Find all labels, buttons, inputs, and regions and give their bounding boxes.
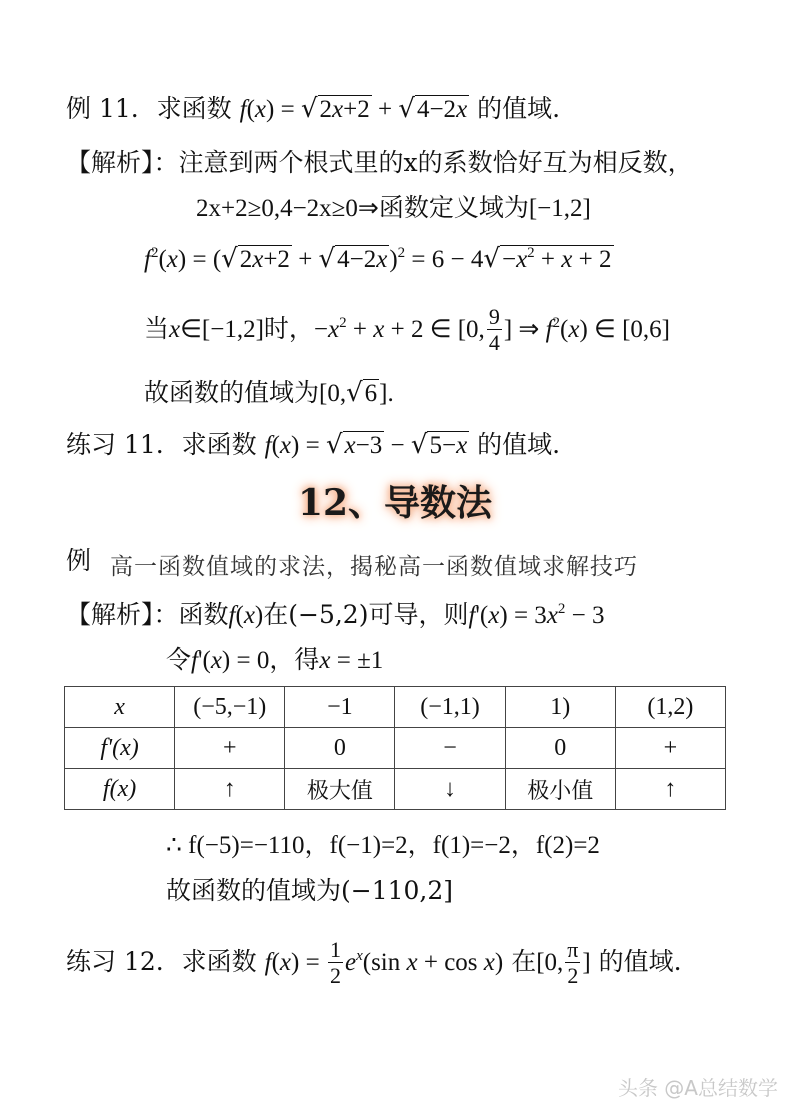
table-cell: 极大值 (285, 769, 395, 810)
example-11-text: 求函数 (156, 94, 232, 123)
example-11-tail: 的值域. (477, 94, 561, 123)
table-cell: f'(x) (65, 728, 175, 769)
practice-11-label: 练习 11. (66, 430, 164, 459)
table-row (65, 769, 726, 810)
table-row (65, 687, 726, 728)
table-cell: 0 (285, 728, 395, 769)
analysis-11-line1: 【解析】：注意到两个根式里的x的系数恰好互为相反数， (66, 148, 693, 177)
table-cell: + (615, 728, 725, 769)
table-cell: 0 (505, 728, 615, 769)
table-cell: (−5,−1) (175, 687, 285, 728)
analysis-11-line4: 当x∈[−1,2]时，$-x^2 + x + 2$ ∈ [0, $\frac{9}{4}$ ] ⇒ $f^2(x)$ ∈ [0,6] (144, 304, 670, 356)
table-cell: ↑ (615, 769, 725, 810)
analysis-12-line2: 令f'(x) = 0，得x = ±1 (166, 645, 384, 674)
table-cell: (−1,1) (395, 687, 505, 728)
table-cell: −1 (285, 687, 395, 728)
practice-11: 练习 11. 求函数 f(x) = √x−3 − √5−x 的值域. (66, 430, 561, 460)
section-12-heading: 12、导数法 (297, 482, 493, 524)
analysis-11-line2: 2x+2≥0,4−2x≥0⇒函数定义域为[−1,2] (196, 195, 591, 222)
table-cell: ↓ (395, 769, 505, 810)
table-cell: ↑ (175, 769, 285, 810)
table-cell: f(x) (65, 769, 175, 810)
example-12-label: 例 (66, 546, 92, 575)
example-11: 例 11. 求函数 f(x) = √2x+2 + √4−2x 的值域. (66, 94, 561, 124)
table-cell: + (175, 728, 285, 769)
table-cell: x (65, 687, 175, 728)
example-11-label: 例 11. (66, 94, 139, 123)
variation-table (64, 686, 726, 810)
example-11-formula: f (239, 96, 247, 123)
conclusion-12-line2: 故函数的值域为(−110,2] (166, 876, 454, 905)
watermark: 头条 @A总结数学 (617, 1076, 778, 1100)
overlay-caption: 高一函数值域的求法，揭秘高一函数值域求解技巧 (110, 548, 638, 581)
practice-12: 练习 12. 求函数 f(x) = $\frac{1}{2}$ $e^x(\sin$ x + cos x) 在[0, $\frac{\pi}{2}$ ] 的值域. (66, 937, 682, 989)
analysis-tag: 【解析】： (66, 148, 179, 177)
analysis-12-line1: 【解析】：函数f(x)在(−5,2)可导，则$f'(x) = 3x^2 - 3$ (66, 600, 605, 629)
table-cell: − (395, 728, 505, 769)
analysis-11-line5: 故函数的值域为[0,√6]. (144, 378, 394, 408)
analysis-11-line3: $f^2(x) = (√2x+2 + √4-2x)^2 = 6 - 4√-x^2 + x + 2$ (144, 244, 612, 274)
table-row (65, 728, 726, 769)
table-cell: 1) (505, 687, 615, 728)
practice-12-label: 练习 12. (66, 946, 164, 976)
table-cell: (1,2) (615, 687, 725, 728)
conclusion-12-line1: ∴ f(−5)=−110，f(−1)=2，f(1)=−2，f(2)=2 (166, 832, 600, 859)
table-cell: 极小值 (505, 769, 615, 810)
